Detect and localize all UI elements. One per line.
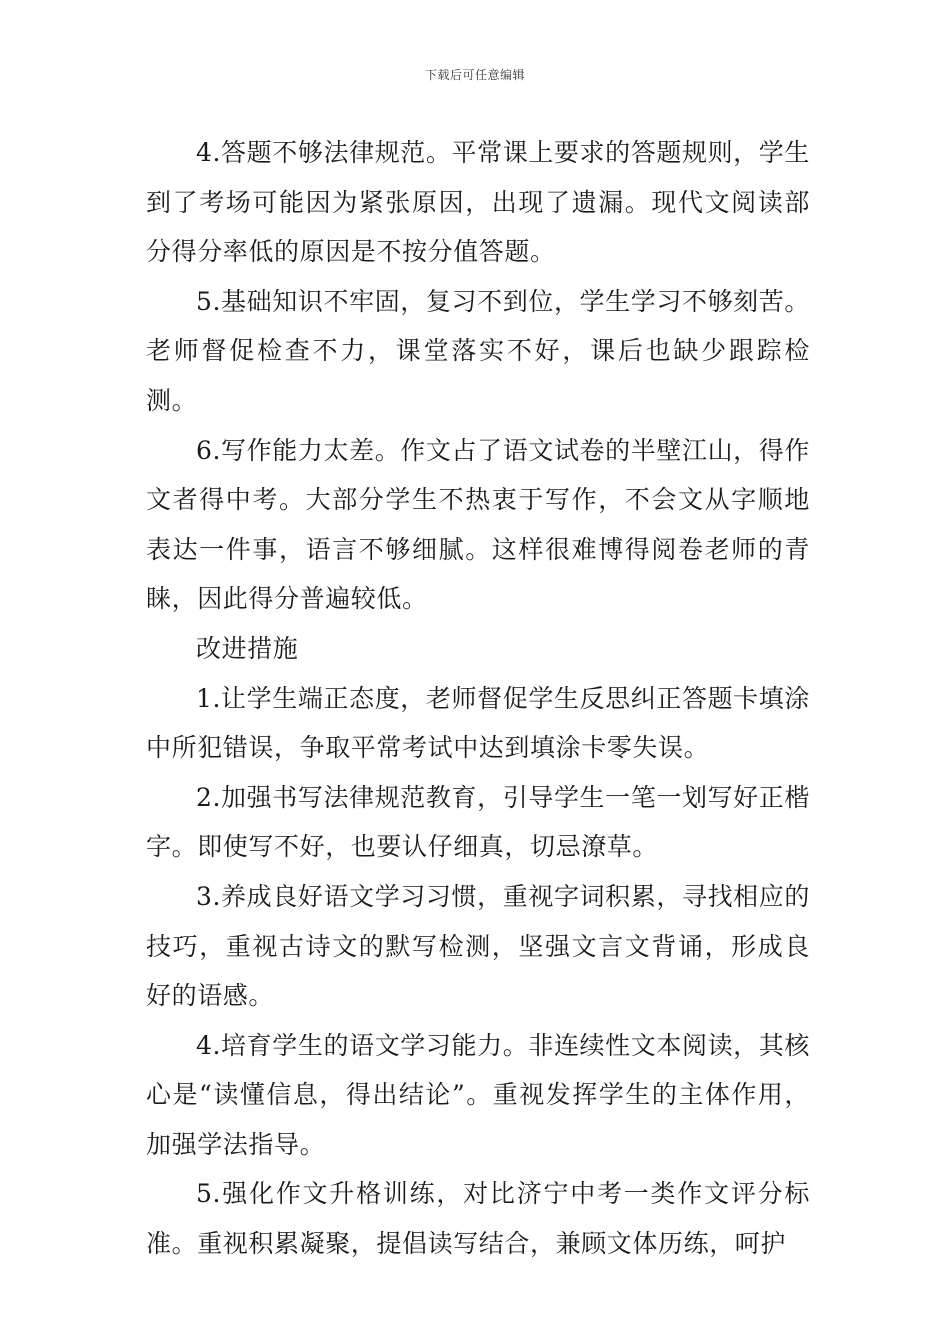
paragraph-basic-knowledge: 5.基础知识不牢固，复习不到位，学生学习不够刻苦。老师督促检查不力，课堂落实不好，课后也缺少跟踪检测。 bbox=[146, 286, 810, 415]
section-heading-improvements: 改进措施 bbox=[196, 633, 299, 663]
paragraph-writing-ability: 6.写作能力太差。作文占了语文试卷的半壁江山，得作文者得中考。大部分学生不热衷于写作，不会文从字顺地表达一件事，语言不够细腻。这样很难博得阅卷老师的青睐，因此得分普遍较低。 bbox=[146, 435, 810, 614]
paragraph-answer-norms: 4.答题不够法律规范。平常课上要求的答题规则，学生到了考场可能因为紧张原因，出现了遗漏。现代文阅读部分得分率低的原因是不按分值答题。 bbox=[146, 138, 810, 267]
document-body bbox=[146, 128, 810, 1269]
paragraph-measure-5: 5.强化作文升格训练，对比济宁中考一类作文评分标准。重视积累凝聚，提倡读写结合，兼顾文体历练，呵护 bbox=[146, 1179, 810, 1259]
paragraph-measure-4: 4.培育学生的语文学习能力。非连续性文本阅读，其核心是“读懂信息，得出结论”。重视发挥学生的主体作用，加强学法指导。 bbox=[146, 1030, 810, 1159]
paragraph-measure-1: 1.让学生端正态度，老师督促学生反思纠正答题卡填涂中所犯错误，争取平常考试中达到填涂卡零失误。 bbox=[146, 683, 810, 763]
paragraph-measure-3: 3.养成良好语文学习习惯，重视字词积累，寻找相应的技巧，重视古诗文的默写检测，坚强文言文背诵，形成良好的语感。 bbox=[146, 881, 810, 1011]
page-header: 下载后可任意编辑 bbox=[424, 68, 525, 82]
paragraph-measure-2: 2.加强书写法律规范教育，引导学生一笔一划写好正楷字。即使写不好，也要认仔细真，切忌潦草。 bbox=[146, 782, 810, 862]
